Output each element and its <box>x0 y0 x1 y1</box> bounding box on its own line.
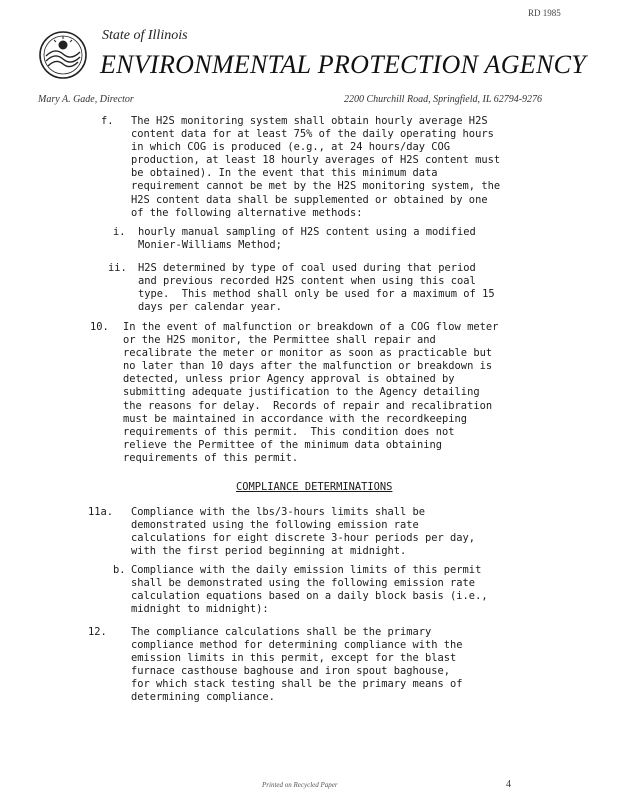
item-f-i-marker: i. <box>113 226 126 238</box>
compliance-determinations-heading: COMPLIANCE DETERMINATIONS <box>236 481 393 493</box>
illinois-state-seal-logo <box>38 30 88 80</box>
item-11a-marker: 11a. <box>88 506 114 518</box>
item-11a-text: Compliance with the lbs/3-hours limits shall be demonstrated using the following emission rate calculations for eight discrete 3-hour periods per day, with the first period beginning at midnight. <box>131 506 476 558</box>
item-f-i-text: hourly manual sampling of H2S content using a modified Monier-Williams Method; <box>138 226 476 252</box>
page-number: 4 <box>506 779 511 790</box>
director-name: Mary A. Gade, Director <box>38 94 134 105</box>
item-11b-text: Compliance with the daily emission limits of this permit shall be demonstrated using the following emission rate calculation equations based on a daily block basis (i.e., midnight to midnight): <box>131 564 488 616</box>
item-f-ii-marker: ii. <box>108 262 127 274</box>
item-f-marker: f. <box>101 115 114 127</box>
recycled-paper-note: Printed on Recycled Paper <box>262 781 338 789</box>
item-10-text: In the event of malfunction or breakdown of a COG flow meter or the H2S monitor, the Permittee shall repair and recalibrate the meter or monitor as soon as practicable but no later than 10 days after the malfunction or breakdown is detected, unless prior Agency approval is obtained by submitting adequate justification to the Agency detailing the reasons for delay. Records of repair and recalibration must be maintained in accordance with the recordkeeping requirements of this permit. This condition does not relieve the Permittee of the minimum data obtaining requirements of this permit. <box>123 321 499 464</box>
item-11b-marker: b. <box>113 564 126 576</box>
item-12-text: The compliance calculations shall be the primary compliance method for determining compliance with the emission limits in this permit, except for the blast furnace casthouse baghouse and iron spout baghouse, for which stack testing shall be the primary means of determining compliance. <box>131 626 463 704</box>
item-f-text: The H2S monitoring system shall obtain hourly average H2S content data for at least 75% of the daily operating hours in which COG is produced (e.g., at 24 hours/day COG production, at least 18 hourly averages of H2S content must be obtained). In the event that this minimum data requirement cannot be met by the H2S monitoring system, the H2S content data shall be supplemented or obtained by one of the following alternative methods: <box>131 115 501 219</box>
item-10-marker: 10. <box>90 321 109 333</box>
agency-name: ENVIRONMENTAL PROTECTION AGENCY <box>100 50 587 79</box>
form-code: RD 1985 <box>528 8 561 18</box>
item-12-marker: 12. <box>88 626 107 638</box>
item-f-ii-text: H2S determined by type of coal used during that period and previous recorded H2S content when using this coal type. This method shall only be used for a maximum of 15 days per calendar year. <box>138 262 495 314</box>
state-name: State of Illinois <box>102 28 188 43</box>
agency-address: 2200 Churchill Road, Springfield, IL 62794-9276 <box>344 94 543 105</box>
